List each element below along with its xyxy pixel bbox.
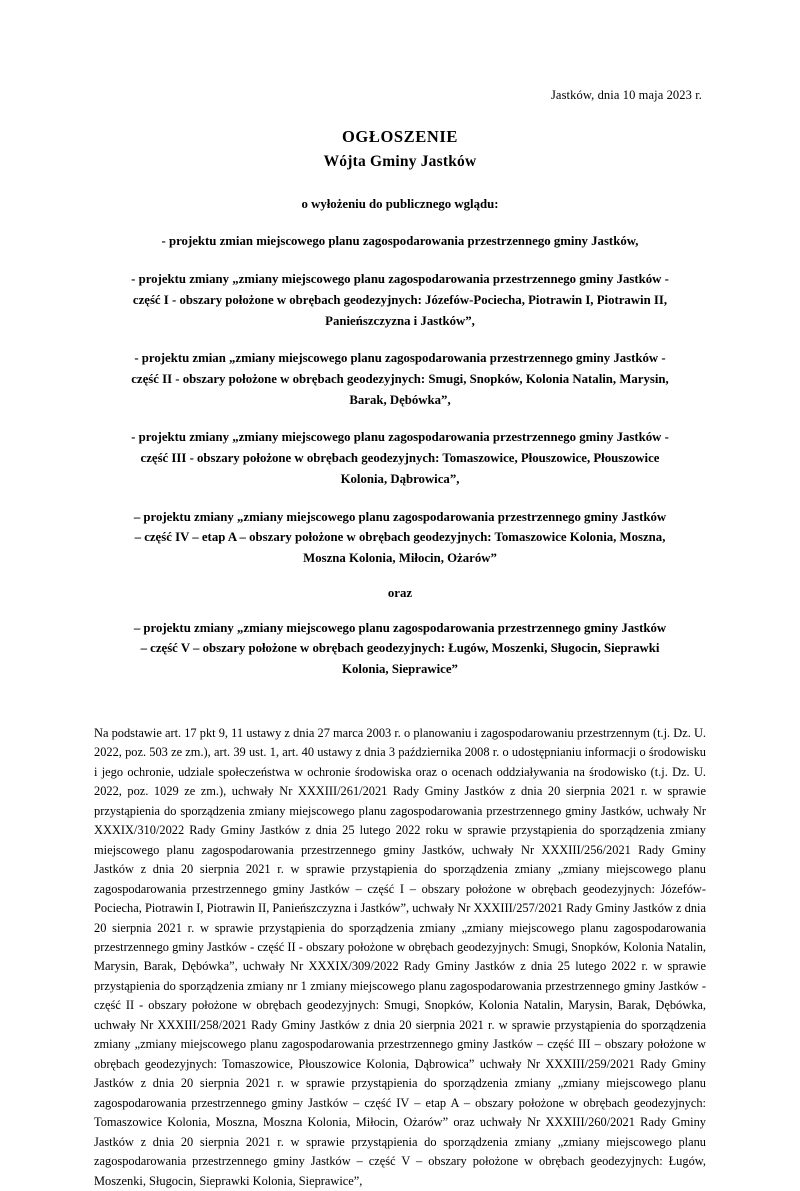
- announcement-lead: o wyłożeniu do publicznego wglądu:: [301, 197, 499, 212]
- legal-basis-text: Na podstawie art. 17 pkt 9, 11 ustawy z dnia 27 marca 2003 r. o planowaniu i zagospodarowaniu przestrzennym (t.j. Dz. U. 2022, poz. 503 ze zm.), art. 39 ust. 1, art. 40 ustawy z dnia 3 października 2008 r. o udostępnianiu informacji o środowisku i jego ochronie, udziale społeczeństwa w ochronie środowiska oraz o ocenach oddziaływania na środowisko (t.j. Dz. U. 2022, poz. 1029 ze zm.), uchwały Nr XXXIII/261/2021 Rady Gminy Jastków z dnia 20 sierpnia 2021 r. w sprawie przystąpienia do sporządzenia zmiany miejscowego planu zagospodarowania przestrzennego gminy Jastków, uchwały Nr XXXIX/310/2022 Rady Gminy Jastków z dnia 25 lutego 2022 roku w sprawie przystąpienia do sporządzenia zmiany miejscowego planu zagospodarowania przestrzennego gminy Jastków, uchwały Nr XXXIII/256/2021 Rady Gminy Jastków z dnia 20 sierpnia 2021 r. w sprawie przystąpienia do sporządzenia zmiany „zmiany miejscowego planu zagospodarowania przestrzennego gminy Jastków – część I – obszary położone w obrębach geodezyjnych: Józefów-Pociecha, Piotrawin I, Piotrawin II, Panieńszczyzna i Jastków”, uchwały Nr XXXIII/257/2021 Rady Gminy Jastków z dnia 20 sierpnia 2021 r. w sprawie przystąpienia do sporządzenia zmiany „zmiany miejscowego planu zagospodarowania przestrzennego gminy Jastków - część II - obszary położone w obrębach geodezyjnych: Smugi, Snopków, Kolonia Natalin, Marysin, Barak, Dębówka”, uchwały Nr XXXIX/309/2022 Rady Gminy Jastków z dnia 25 lutego 2022 r. w sprawie przystąpienia do sporządzenia zmiany nr 1 zmiany miejscowego planu zagospodarowania przestrzennego gminy Jastków - część II - obszary położone w obrębach geodezyjnych: Smugi, Snopków, Kolonia Natalin, Marysin, Barak, Dębówka, uchwały Nr XXXIII/258/2021 Rady Gminy Jastków z dnia 20 sierpnia 2021 r. w sprawie przystąpienia do sporządzenia zmiany „zmiany miejscowego planu zagospodarowania przestrzennego gminy Jastków – część III – obszary położone w obrębach geodezyjnych: Tomaszowice, Płouszowice Kolonia, Dąbrowica” uchwały Nr XXXIII/259/2021 Rady Gminy Jastków z dnia 20 sierpnia 2021 r. w sprawie przystąpienia do sporządzenia zmiany „zmiany miejscowego planu zagospodarowania przestrzennego gminy Jastków – część IV – etap A – obszary położone w obrębach geodezyjnych: Tomaszowice Kolonia, Moszna, Moszna Kolonia, Miłocin, Ożarów” oraz uchwały Nr XXXIII/260/2021 Rady Gminy Jastków z dnia 20 sierpnia 2021 r. w sprawie przystąpienia do sporządzenia zmiany „zmiany miejscowego planu zagospodarowania przestrzennego gminy Jastków – część V – obszary położone w obrębach geodezyjnych: Ługów, Moszenki, Sługocin, Sieprawki Kolonia, Sieprawice”,: [94, 725, 706, 1188]
- document-title-block: [94, 125, 706, 173]
- place-and-date: Jastków, dnia 10 maja 2023 r.: [550, 88, 702, 102]
- list-item: - projektu zmian „zmiany miejscowego planu zagospodarowania przestrzennego gminy Jastków - część II - obszary położone w obrębach geodezyjnych: Smugi, Snopków, Kolonia Natalin, Marysin, Barak, Dębówka”,: [131, 351, 669, 407]
- conjunction-oraz: oraz: [387, 585, 413, 600]
- list-item: - projektu zmian miejscowego planu zagospodarowania przestrzennego gminy Jastków,: [161, 234, 639, 249]
- list-item: - projektu zmiany „zmiany miejscowego planu zagospodarowania przestrzennego gminy Jastków - część I - obszary położone w obrębach geodezyjnych: Józefów-Pociecha, Piotrawin I, Piotrawin II, Panieńszczyzna i Jastków”,: [131, 272, 669, 328]
- list-item: – projektu zmiany „zmiany miejscowego planu zagospodarowania przestrzennego gminy Jastków – część IV – etap A – obszary położone w obrębach geodezyjnych: Tomaszowice Kolonia, Moszna, Moszna Kolonia, Miłocin, Ożarów”: [133, 509, 667, 565]
- list-item: - projektu zmiany „zmiany miejscowego planu zagospodarowania przestrzennego gminy Jastków - część III - obszary położone w obrębach geodezyjnych: Tomaszowice, Płouszowice, Płouszowice Kolonia, Dąbrowica”,: [131, 430, 669, 486]
- page-title: OGŁOSZENIE: [341, 127, 459, 146]
- page-subtitle: Wójta Gminy Jastków: [323, 152, 477, 170]
- list-item: – projektu zmiany „zmiany miejscowego planu zagospodarowania przestrzennego gminy Jastków – część V – obszary położone w obrębach geodezyjnych: Ługów, Moszenki, Sługocin, Sieprawki Kolonia, Sieprawice”: [133, 620, 667, 677]
- legal-basis-paragraph: [94, 724, 706, 1191]
